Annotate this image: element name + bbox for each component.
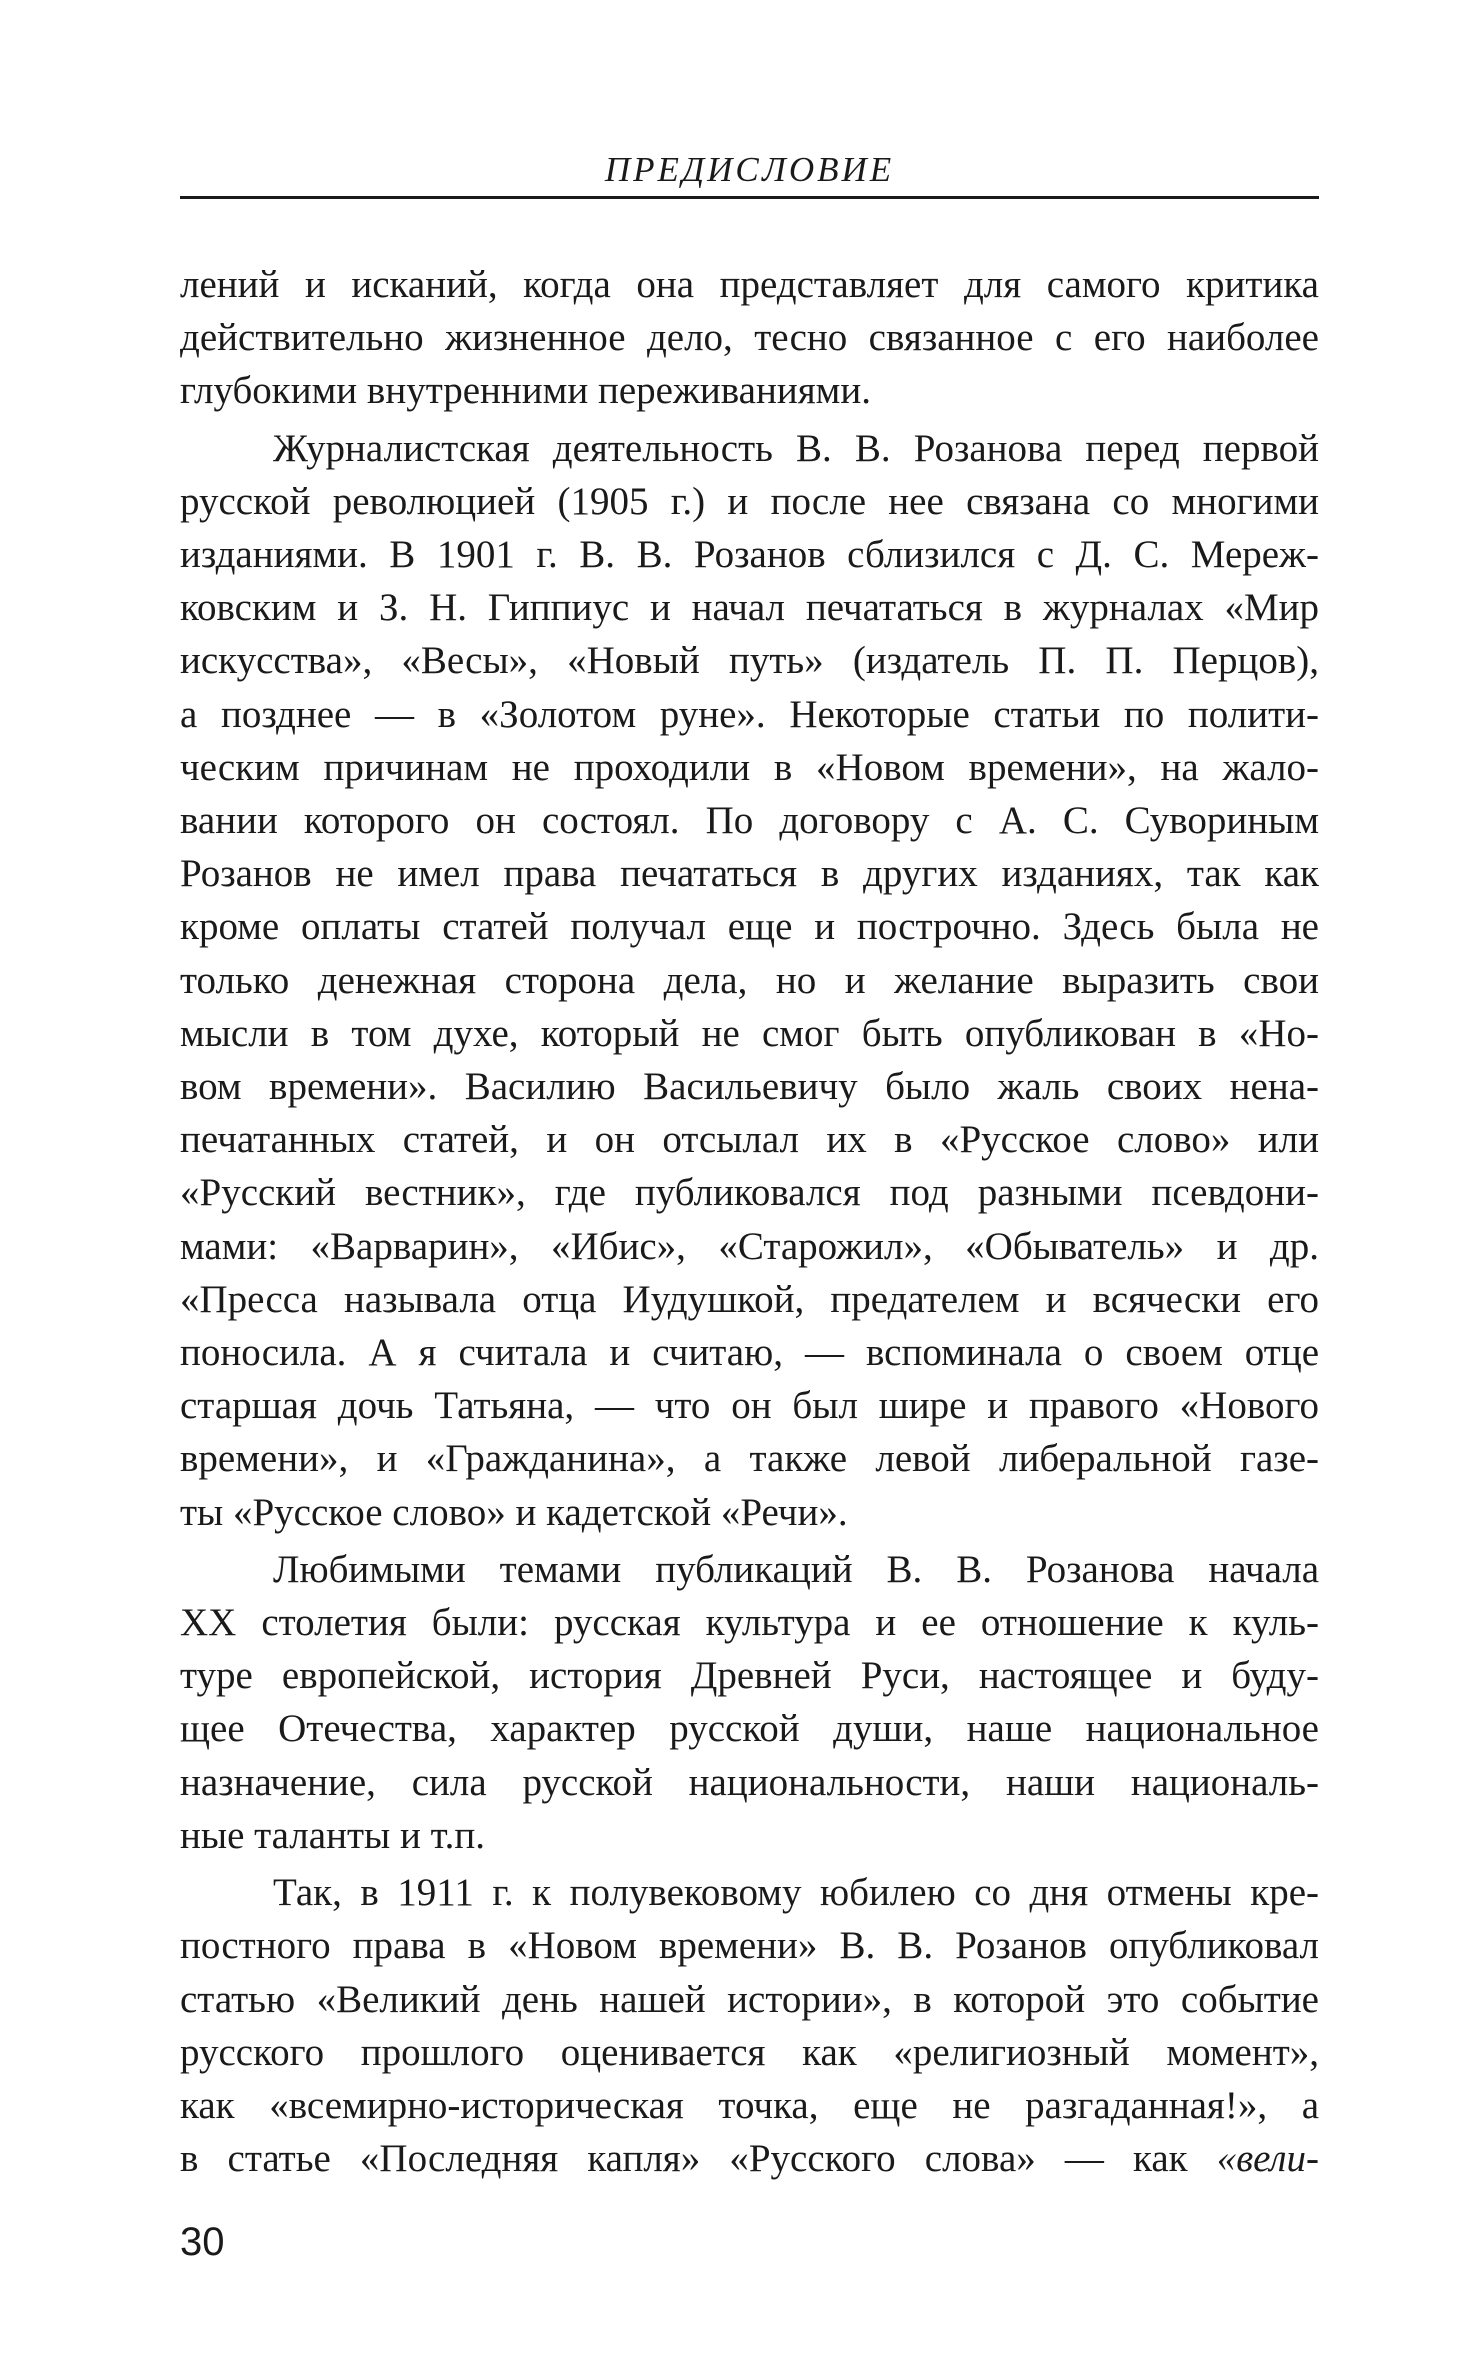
text-line: «Пресса называла отца Иудушкой, предателем и всячески его	[180, 1277, 1319, 1321]
italic-fragment: «вели-	[1216, 2137, 1319, 2181]
text-line: как «всемирно-историческая точка, еще не разгаданная!», а	[180, 2083, 1319, 2127]
text-line: Так, в 1911 г. к полувековому юбилею со дня отмены кре-	[273, 1871, 1319, 1915]
text-line: вании которого он состоял. По договору с А. С. Сувориным	[180, 799, 1319, 843]
text-line: русской революцией (1905 г.) и после нее связана со многими	[180, 479, 1319, 523]
header-rule	[180, 196, 1319, 199]
text-line: старшая дочь Татьяна, — что он был шире и правого «Нового	[180, 1384, 1319, 1428]
text-line: назначение, сила русской национальности, наши националь-	[180, 1760, 1319, 1804]
text-line: Журналистская деятельность В. В. Розанова перед первой	[273, 426, 1319, 470]
text-line: изданиями. В 1901 г. В. В. Розанов сблизился с Д. С. Мереж-	[180, 533, 1319, 577]
text-line: XX столетия были: русская культура и ее отношение к куль-	[180, 1601, 1319, 1645]
text-line: в статье «Последняя капля» «Русского слова» — как «вели-	[180, 2137, 1319, 2181]
text-line: а позднее — в «Золотом руне». Некоторые статьи по полити-	[180, 692, 1319, 736]
text-line: ческим причинам не проходили в «Новом времени», на жало-	[180, 745, 1319, 789]
text-line: ные таланты и т.п.	[180, 1813, 486, 1857]
paragraph	[180, 1866, 1319, 2185]
paragraph	[180, 1543, 1319, 1862]
text-line: ты «Русское слово» и кадетской «Речи».	[180, 1490, 848, 1534]
text-line: статью «Великий день нашей истории», в которой это событие	[180, 1977, 1319, 2021]
text-line: русского прошлого оценивается как «религиозный момент»,	[180, 2030, 1319, 2074]
paragraph	[180, 258, 1319, 418]
text-line: постного права в «Новом времени» В. В. Розанов опубликовал	[180, 1924, 1319, 1968]
text-line: печатанных статей, и он отсылал их в «Русское слово» или	[180, 1118, 1319, 1162]
text-line: «Русский вестник», где публиковался под разными псевдони-	[180, 1171, 1319, 1215]
text-line: туре европейской, история Древней Руси, настоящее и буду-	[180, 1654, 1319, 1698]
paragraph	[180, 422, 1319, 1539]
text-line: только денежная сторона дела, но и желание выразить свои	[180, 958, 1319, 1002]
text-line: щее Отечества, характер русской души, наше национальное	[180, 1707, 1319, 1751]
text-line: Любимыми темами публикаций В. В. Розанова начала	[273, 1547, 1319, 1591]
text-line: лений и исканий, когда она представляет для самого критика	[180, 263, 1319, 306]
text-line: времени», и «Гражданина», а также левой либеральной газе-	[180, 1437, 1319, 1481]
text-line: глубокими внутренними переживаниями.	[180, 369, 871, 413]
text-line: Розанов не имел права печататься в других изданиях, так как	[180, 852, 1319, 896]
text-line: кроме оплаты статей получал еще и построчно. Здесь была не	[180, 905, 1319, 949]
text-line: вом времени». Василию Васильевичу было жаль своих нена-	[180, 1065, 1319, 1109]
text-line: искусства», «Весы», «Новый путь» (издатель П. П. Перцов),	[180, 639, 1319, 683]
body-text	[180, 258, 1319, 2185]
text-line: мысли в том духе, который не смог быть опубликован в «Но-	[180, 1011, 1319, 1055]
running-head: ПРЕДИСЛОВИЕ	[604, 150, 895, 189]
text-line: поносила. А я считала и считаю, — вспоминала о своем отце	[180, 1331, 1319, 1375]
text-line: действительно жизненное дело, тесно связанное с его наиболее	[180, 316, 1319, 360]
page-number: 30	[180, 2220, 225, 2264]
text-line: ковским и З. Н. Гиппиус и начал печататься в журналах «Мир	[180, 586, 1319, 630]
text-line: мами: «Варварин», «Ибис», «Старожил», «Обыватель» и др.	[180, 1224, 1319, 1268]
